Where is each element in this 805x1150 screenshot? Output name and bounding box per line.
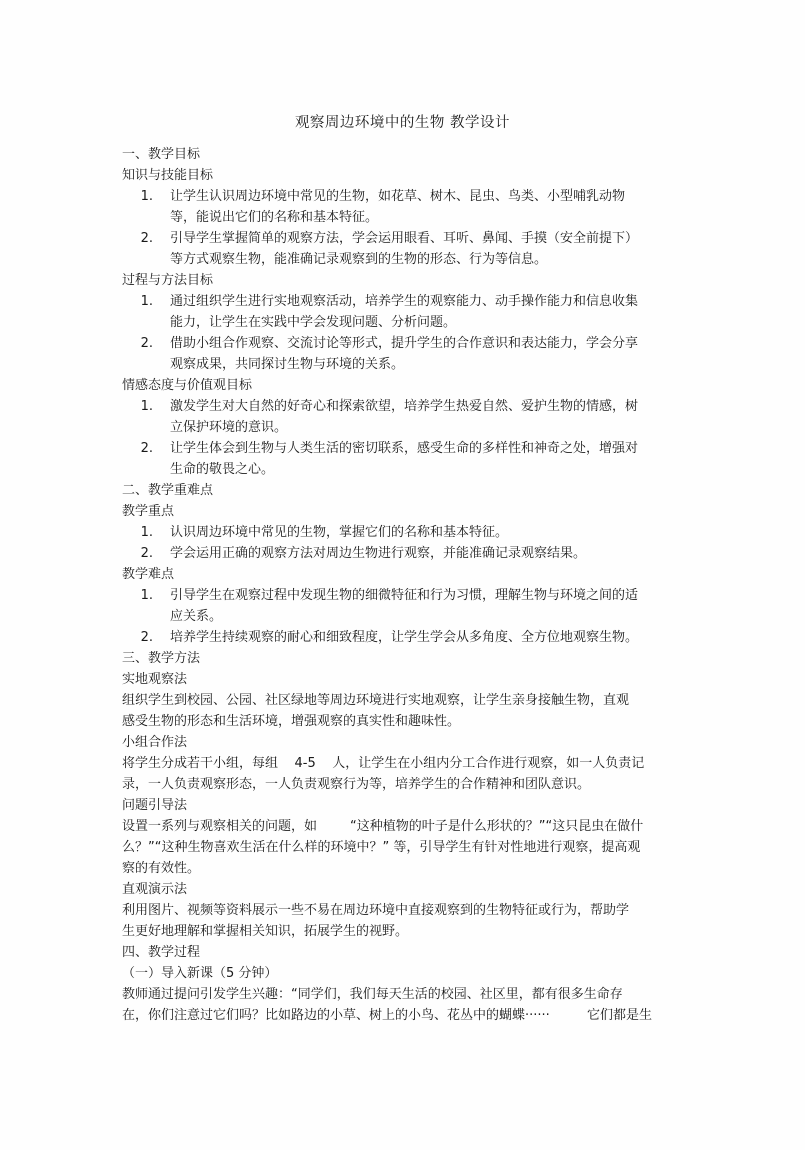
subheading-knowledge-skills: 知识与技能目标 xyxy=(122,168,214,183)
document-body xyxy=(122,144,688,1026)
list-number: 2. xyxy=(140,630,153,645)
list-text: 通过组织学生进行实地观察活动，培养学生的观察能力、动手操作能力和信息收集 xyxy=(170,294,639,309)
list-number: 1. xyxy=(140,294,153,309)
subheading-key-focus: 教学重点 xyxy=(122,504,175,519)
list-number: 1. xyxy=(140,588,153,603)
list-text: 应关系。 xyxy=(170,609,223,624)
paragraph: 将学生分成若干小组，每组 4-5 人，让学生在小组内分工合作进行观察，如一人负责记 录，一人负责观察形态，一人负责观察行为等，培养学生的合作精神和团队意识。 xyxy=(122,756,645,792)
list-text: 引导学生掌握简单的观察方法，学会运用眼看、耳听、鼻闻、手摸（安全前提下） xyxy=(170,231,639,246)
list-number: 2. xyxy=(140,546,153,561)
list-text: 让学生体会到生物与人类生活的密切联系，感受生命的多样性和神奇之处，增强对 xyxy=(170,441,639,456)
list-item xyxy=(122,291,688,333)
list-number: 1. xyxy=(140,399,153,414)
section-heading-methods: 三、教学方法 xyxy=(122,651,201,666)
list-item xyxy=(122,522,688,543)
list-text: 等方式观察生物，能准确记录观察到的生物的形态、行为等信息。 xyxy=(170,252,548,267)
list-number: 1. xyxy=(140,525,153,540)
paragraph: 设置一系列与观察相关的问题，如 “这种植物的叶子是什么形状的？”“这只昆虫在做什 么？”“这种生物喜欢生活在什么样的环境中？” 等，引导学生有针对性地进行观察，提高观 察的有效性。 xyxy=(122,819,644,876)
section-heading-key-points: 二、教学重难点 xyxy=(122,483,214,498)
list-text: 让学生认识周边环境中常见的生物，如花草、树木、昆虫、鸟类、小型哺乳动物 xyxy=(170,189,626,204)
subheading-emotion-values: 情感态度与价值观目标 xyxy=(122,378,253,393)
page-title: 观察周边环境中的生物 教学设计 xyxy=(294,115,511,131)
list-text: 观察成果，共同探讨生物与环境的关系。 xyxy=(170,357,405,372)
list-text: 立保护环境的意识。 xyxy=(170,420,288,435)
paragraph: 利用图片、视频等资料展示一些不易在周边环境中直接观察到的生物特征或行为，帮助学 生更好地理解和掌握相关知识，拓展学生的视野。 xyxy=(122,903,630,939)
list-text: 培养学生持续观察的耐心和细致程度，让学生学会从多角度、全方位地观察生物。 xyxy=(170,630,639,645)
list-text: 引导学生在观察过程中发现生物的细微特征和行为习惯，理解生物与环境之间的适 xyxy=(170,588,639,603)
list-item xyxy=(122,396,688,438)
list-item xyxy=(122,333,688,375)
list-item xyxy=(122,438,688,480)
list-text: 激发学生对大自然的好奇心和探索欲望，培养学生热爱自然、爱护生物的情感，树 xyxy=(170,399,639,414)
list-text: 借助小组合作观察、交流讨论等形式，提升学生的合作意识和表达能力，学会分享 xyxy=(170,336,639,351)
list-item xyxy=(122,543,688,564)
subheading-difficulties: 教学难点 xyxy=(122,567,175,582)
list-text: 等，能说出它们的名称和基本特征。 xyxy=(170,210,379,225)
subheading-field-observation: 实地观察法 xyxy=(122,672,188,687)
section-heading-process: 四、教学过程 xyxy=(122,945,201,960)
paragraph: 教师通过提问引发学生兴趣：“同学们，我们每天生活的校园、社区里，都有很多生命存 在，你们注意过它们吗？比如路边的小草、树上的小鸟、花丛中的蝴蝶······ 它们都是生 xyxy=(122,987,652,1023)
list-item xyxy=(122,585,688,627)
list-text: 认识周边环境中常见的生物，掌握它们的名称和基本特征。 xyxy=(170,525,509,540)
paragraph: 组织学生到校园、公园、社区绿地等周边环境进行实地观察，让学生亲身接触生物，直观 感受生物的形态和生活环境，增强观察的真实性和趣味性。 xyxy=(122,693,630,729)
list-number: 2. xyxy=(140,231,153,246)
list-item xyxy=(122,228,688,270)
subheading-question-guidance: 问题引导法 xyxy=(122,798,188,813)
list-item xyxy=(122,186,688,228)
section-heading-objectives: 一、教学目标 xyxy=(122,147,201,162)
list-number: 2. xyxy=(140,441,153,456)
subheading-process-methods: 过程与方法目标 xyxy=(122,273,214,288)
list-number: 1. xyxy=(140,189,153,204)
list-text: 生命的敬畏之心。 xyxy=(170,462,275,477)
subheading-visual-demonstration: 直观演示法 xyxy=(122,882,188,897)
list-item xyxy=(122,627,688,648)
list-text: 学会运用正确的观察方法对周边生物进行观察，并能准确记录观察结果。 xyxy=(170,546,587,561)
list-number: 2. xyxy=(140,336,153,351)
subheading-group-cooperation: 小组合作法 xyxy=(122,735,188,750)
list-text: 能力，让学生在实践中学会发现问题、分析问题。 xyxy=(170,315,457,330)
subheading-introduction: （一）导入新课（5 分钟） xyxy=(122,966,278,981)
